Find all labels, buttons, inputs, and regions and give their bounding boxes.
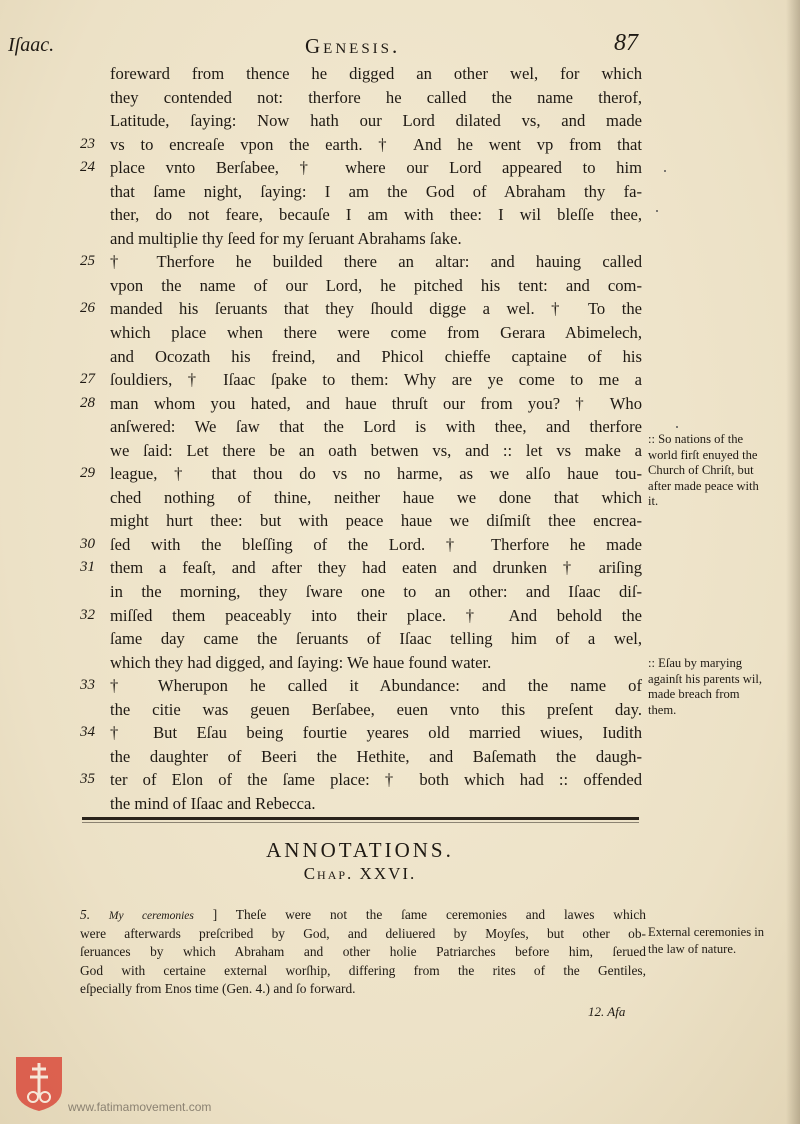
line-text: miſſed them peaceably into their place. † And behold the: [110, 605, 642, 625]
verse-number: 29: [80, 465, 95, 482]
line-text: league, † that thou do vs no harme, as we alſo haue tou-: [110, 464, 642, 484]
verse-number: 33: [80, 677, 95, 694]
line-text: the daughter of Beeri the Hethite, and Baſemath the daugh-: [110, 746, 642, 766]
text-line: [80, 674, 650, 698]
text-line: [80, 768, 650, 792]
annotations-text: [80, 906, 646, 999]
line-text: we ſaid: Let there be an oath betwen vs, and :: let vs make a: [110, 440, 642, 460]
line-text: † Wherupon he called it Abundance: and the name of: [110, 676, 642, 696]
text-line: [80, 698, 650, 722]
line-text: the citie was geuen Berſabee, euen vnto this preſent day.: [110, 699, 642, 719]
page-edge-shadow: [786, 0, 800, 1124]
text-line: [80, 62, 650, 86]
annotation-line: [80, 906, 646, 925]
annotations-title: ANNOTATIONS.: [266, 838, 454, 862]
line-text: Latitude, ſaying: Now hath our Lord dilated vs, and made: [110, 111, 642, 131]
line-text: † Therfore he builded there an altar: and hauing called: [110, 252, 642, 272]
text-line: [80, 415, 650, 439]
line-text: and multiplie thy ſeed for my ſeruant Abrahams ſake.: [110, 228, 462, 248]
verse-number: 31: [80, 559, 95, 576]
text-line: [80, 651, 650, 675]
text-line: [80, 439, 650, 463]
running-head-left: Iſaac.: [8, 34, 55, 56]
verse-number: 34: [80, 724, 95, 741]
line-text: that ſame night, ſaying: I am the God of Abraham thy fa-: [110, 181, 642, 201]
text-line: [80, 627, 650, 651]
watermark-url: www.fatimamovement.com: [68, 1100, 212, 1114]
margin-note-esau: :: Eſau by marying againſt his parents wil, made breach from them.: [648, 656, 763, 717]
line-text: which place when there were come from Gerara Abimelech,: [110, 323, 642, 343]
line-text: might hurt thee: but with peace haue we diſmiſt thee encrea-: [110, 511, 642, 531]
text-line: [80, 486, 650, 510]
text-line: [80, 86, 650, 110]
line-text: the mind of Iſaac and Rebecca.: [110, 793, 316, 813]
margin-note-nations: :: So nations of the world firſt enuyed the Church of Chriſt, but after made peace with it.: [648, 432, 759, 509]
line-text: vpon the name of our Lord, he pitched his tent: and com-: [110, 275, 642, 295]
line-text: vs to encreaſe vpon the earth. † And he went vp from that: [110, 134, 642, 154]
section-rule: [82, 817, 639, 820]
verse-number: 24: [80, 159, 95, 176]
text-line: [80, 180, 650, 204]
verse-number: 30: [80, 535, 95, 552]
annotation-line: were afterwards preſcribed by God, and deliuered by Moyſes, but other ob-: [80, 925, 646, 941]
line-text: ther, do not feare, becauſe I am with thee: I wil bleſſe thee,: [110, 205, 642, 225]
line-text: foreward from thence he digged an other wel, for which: [110, 64, 642, 83]
verse-number: 23: [80, 135, 95, 152]
line-text: ter of Elon of the ſame place: † both which had :: offended: [110, 770, 642, 790]
text-line: [80, 721, 650, 745]
text-line: [80, 509, 650, 533]
annotation-line: God with certaine external worſhip, differing from the rites of the Gentiles,: [80, 962, 646, 978]
text-line: [80, 321, 650, 345]
ink-speck: [656, 210, 658, 212]
text-line: [80, 556, 650, 580]
scripture-text: [80, 62, 650, 816]
text-line: [80, 462, 650, 486]
text-line: [80, 297, 650, 321]
ink-speck: [664, 170, 666, 172]
text-line: [80, 109, 650, 133]
text-line: [80, 250, 650, 274]
line-text: and Ocozath his freind, and Phicol chieffe captaine of his: [110, 346, 642, 366]
papal-seal-icon: [12, 1053, 66, 1113]
annotation-line: eſpecially from Enos time (Gen. 4.) and ſo forward.: [80, 981, 356, 997]
annotation-line: ſeruances by which Abraham and other holie Patriarches before him, ſerued: [80, 944, 646, 960]
annotation-verse: 5.: [80, 907, 91, 922]
text-line: [80, 392, 650, 416]
line-text: manded his ſeruants that they ſhould digge a wel. † To the: [110, 299, 642, 319]
verse-number: 26: [80, 300, 95, 317]
annotation-margin-note: External ceremonies in the law of nature.: [648, 925, 765, 956]
verse-number: 35: [80, 771, 95, 788]
verse-number: 25: [80, 253, 95, 270]
catchword: 12. Afa: [588, 1004, 626, 1019]
line-text: which they had digged, and ſaying: We haue found water.: [110, 652, 492, 672]
line-text: ſed with the bleſſing of the Lord. † Therfore he made: [110, 534, 642, 554]
line-text: † But Eſau being fourtie yeares old married wiues, Iudith: [110, 723, 642, 743]
line-text: in the morning, they ſware one to an other: and Iſaac diſ-: [110, 582, 642, 602]
annotation-line-text: ] Theſe were not the ſame ceremonies and lawes which: [212, 907, 646, 922]
text-line: [80, 368, 650, 392]
verse-number: 27: [80, 371, 95, 388]
line-text: ſouldiers, † Iſaac ſpake to them: Why are ye come to me a: [110, 370, 642, 390]
running-head: [0, 30, 800, 64]
text-line: [80, 133, 650, 157]
text-line: [80, 792, 650, 816]
running-head-title: Genesis.: [305, 34, 401, 58]
line-text: them a feaſt, and after they had eaten and drunken † ariſing: [110, 558, 642, 578]
text-line: [80, 604, 650, 628]
verse-number: 32: [80, 606, 95, 623]
annotation-keyword: My ceremonies: [108, 910, 194, 922]
page-number: 87: [614, 30, 638, 56]
text-line: [80, 345, 650, 369]
text-line: [80, 745, 650, 769]
text-line: [80, 203, 650, 227]
line-text: place vnto Berſabee, † where our Lord appeared to him: [110, 158, 642, 178]
ink-speck: [676, 426, 678, 428]
line-text: they contended not: therfore he called the name therof,: [110, 87, 642, 107]
line-text: man whom you hated, and haue thruſt our from you? † Who: [110, 393, 642, 413]
verse-number: 28: [80, 394, 95, 411]
line-text: anſwered: We ſaw that the Lord is with thee, and therfore: [110, 417, 642, 437]
line-text: ched nothing of thine, neither haue we done that which: [110, 487, 642, 507]
text-line: [80, 156, 650, 180]
text-line: [80, 580, 650, 604]
text-line: [80, 533, 650, 557]
line-text: ſame day came the ſeruants of Iſaac telling him of a wel,: [110, 629, 642, 649]
text-line: [80, 227, 650, 251]
text-line: [80, 274, 650, 298]
section-rule-thin: [82, 822, 639, 823]
annotations-chapter: Chap. XXVI.: [303, 864, 417, 883]
